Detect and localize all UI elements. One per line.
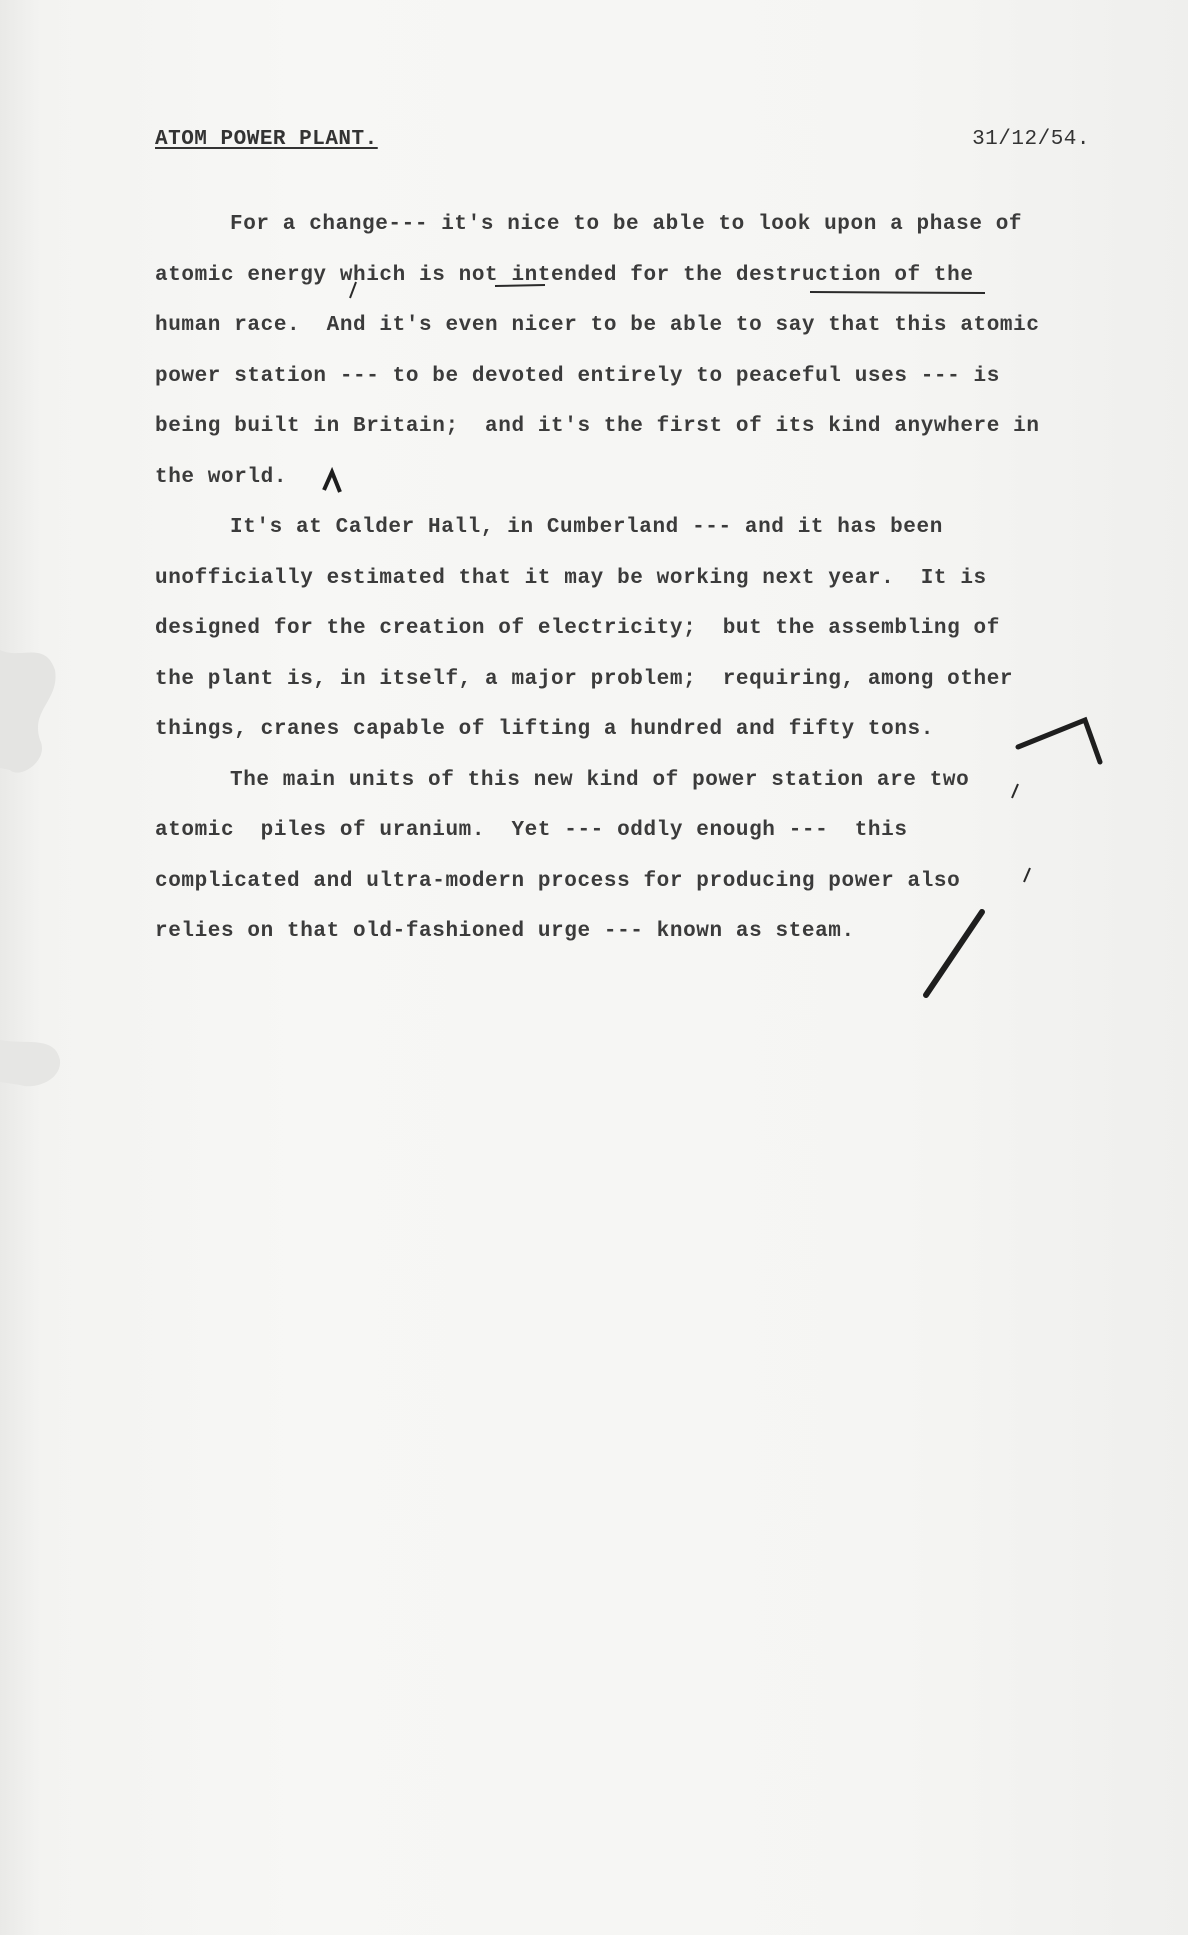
text-line: human race. And it's even nicer to be able to say that this atomic — [155, 314, 1040, 337]
paragraph-3 — [155, 756, 1155, 958]
paragraph-1 — [155, 200, 1155, 503]
paragraph-2 — [155, 503, 1155, 756]
text-line: atomic energy which is not intended for the destruction of the — [155, 263, 974, 287]
text-line: being built in Britain; and it's the first of its kind anywhere in — [155, 415, 1040, 438]
text-line: things, cranes capable of lifting a hundred and fifty tons. — [155, 718, 934, 741]
document-date: 31/12/54. — [972, 128, 1090, 151]
header-row — [155, 128, 1090, 168]
text-line: the world. — [155, 465, 288, 489]
text-line: The main units of this new kind of power station are two — [230, 768, 970, 792]
text-line: unofficially estimated that it may be working next year. It is — [155, 566, 987, 590]
text-line: the plant is, in itself, a major problem; requiring, among other — [155, 667, 1014, 691]
text-line: relies on that old-fashioned urge --- known as steam. — [155, 920, 855, 943]
document-title: ATOM POWER PLANT. — [155, 128, 378, 151]
text-line: designed for the creation of electricity; but the assembling of — [155, 617, 1000, 640]
text-line: atomic piles of uranium. Yet --- oddly enough --- this — [155, 819, 908, 842]
text-line: complicated and ultra-modern process for producing power also — [155, 869, 961, 893]
text-line: power station --- to be devoted entirely to peaceful uses --- is — [155, 364, 1000, 388]
text-line: It's at Calder Hall, in Cumberland --- and it has been — [230, 516, 943, 539]
text-line: For a change--- it's nice to be able to look upon a phase of — [230, 213, 1023, 236]
torn-edge-mark — [0, 640, 70, 1140]
document-body — [155, 200, 1155, 958]
